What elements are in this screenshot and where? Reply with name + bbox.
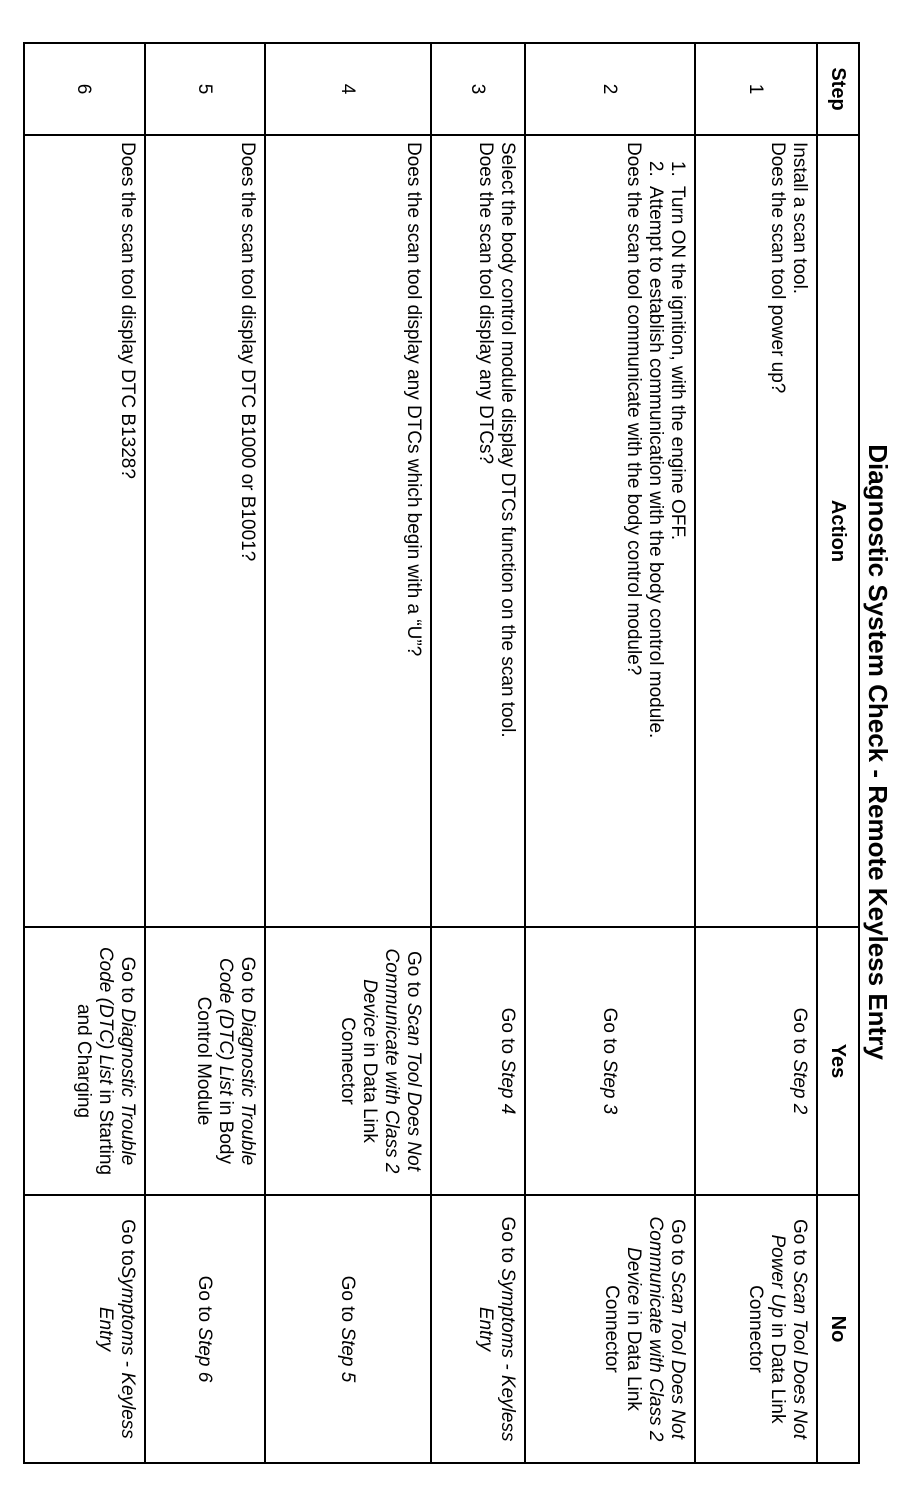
yes-suffix: in Data Link Connector (337, 1017, 380, 1143)
step-number: 6 (24, 43, 145, 135)
yes-suffix: in Body Control Module (193, 996, 236, 1164)
no-cell (431, 1195, 525, 1463)
action-step: 1. Turn ON the ignition, with the engine OFF. (666, 182, 688, 920)
action-text: Select the body control module display DTCs function on the scan tool. (497, 142, 518, 738)
no-link[interactable]: Scan Tool Does Not Communicate with Class 2 Device (623, 1216, 688, 1442)
page-title: Diagnostic System Check - Remote Keyless Entry (863, 444, 893, 1060)
header-no: No (817, 1195, 859, 1463)
yes-cell (145, 927, 265, 1195)
yes-link[interactable]: Step 4 (497, 1059, 518, 1115)
no-link[interactable]: Symptoms - Keyless Entry (475, 1268, 518, 1442)
action-steps-list (644, 142, 688, 920)
no-cell (265, 1195, 431, 1463)
action-cell (525, 135, 695, 927)
step-number: 5 (145, 43, 265, 135)
no-cell (695, 1195, 817, 1463)
yes-prefix: Go to (117, 956, 138, 1009)
no-link[interactable]: Step 5 (337, 1327, 358, 1383)
no-prefix: Go to (194, 1275, 215, 1328)
no-link[interactable]: Symptoms - Keyless Entry (95, 1265, 138, 1439)
yes-link[interactable]: Diagnostic Trouble Code (DTC) List (215, 958, 258, 1166)
header-step: Step (817, 43, 859, 135)
no-link[interactable]: Scan Tool Does Not Power Up (767, 1234, 810, 1440)
action-step: 2. Attempt to establish communication with the body control module. (644, 182, 666, 920)
step-number: 4 (265, 43, 431, 135)
no-cell (24, 1195, 145, 1463)
header-action: Action (817, 135, 859, 927)
table-row (145, 43, 265, 1463)
yes-prefix: Go to (497, 1007, 518, 1060)
step-number: 1 (695, 43, 817, 135)
header-yes: Yes (817, 927, 859, 1195)
step-number: 2 (525, 43, 695, 135)
action-question: Does the scan tool display DTC B1000 or B1001? (237, 142, 258, 562)
action-cell (695, 135, 817, 927)
table-row (525, 43, 695, 1463)
yes-cell (265, 927, 431, 1195)
yes-prefix: Go to (789, 1007, 810, 1060)
header-row (817, 43, 859, 1463)
action-cell (431, 135, 525, 927)
no-prefix: Go to (497, 1216, 518, 1269)
no-prefix: Go to (789, 1218, 810, 1271)
no-prefix: Go to (667, 1218, 688, 1271)
yes-link[interactable]: Scan Tool Does Not Communicate with Class 2 Device (359, 948, 424, 1174)
yes-prefix: Go to (237, 956, 258, 1009)
action-question: Does the scan tool communicate with the body control module? (623, 142, 644, 676)
action-cell (24, 135, 145, 927)
yes-cell (24, 927, 145, 1195)
action-question: Does the scan tool display any DTCs? (475, 142, 496, 465)
diagnostic-table (23, 42, 860, 1464)
table-row (695, 43, 817, 1463)
yes-cell (431, 927, 525, 1195)
yes-cell (525, 927, 695, 1195)
table-row (265, 43, 431, 1463)
no-cell (145, 1195, 265, 1463)
no-cell (525, 1195, 695, 1463)
no-suffix: in Data Link Connector (745, 1285, 788, 1424)
no-link[interactable]: Step 6 (194, 1327, 215, 1383)
yes-prefix: Go to (403, 950, 424, 1003)
yes-suffix: in Starting and Charging (73, 1003, 116, 1176)
action-question: Does the scan tool power up? (767, 142, 788, 394)
action-question: Does the scan tool display any DTCs which begin with a “U”? (403, 142, 424, 657)
yes-cell (695, 927, 817, 1195)
no-suffix: in Data Link Connector (601, 1285, 644, 1411)
yes-link[interactable]: Diagnostic Trouble Code (DTC) List (95, 946, 138, 1166)
no-prefix: Go to (117, 1219, 138, 1266)
action-cell (265, 135, 431, 927)
yes-prefix: Go to (599, 1007, 620, 1060)
yes-link[interactable]: Step 3 (599, 1059, 620, 1115)
yes-link[interactable]: Step 2 (789, 1059, 810, 1115)
no-prefix: Go to (337, 1275, 358, 1328)
step-number: 3 (431, 43, 525, 135)
table-row (431, 43, 525, 1463)
action-cell (145, 135, 265, 927)
table-row (24, 43, 145, 1463)
action-text: Install a scan tool. (789, 142, 810, 295)
action-question: Does the scan tool display DTC B1328? (117, 142, 138, 479)
